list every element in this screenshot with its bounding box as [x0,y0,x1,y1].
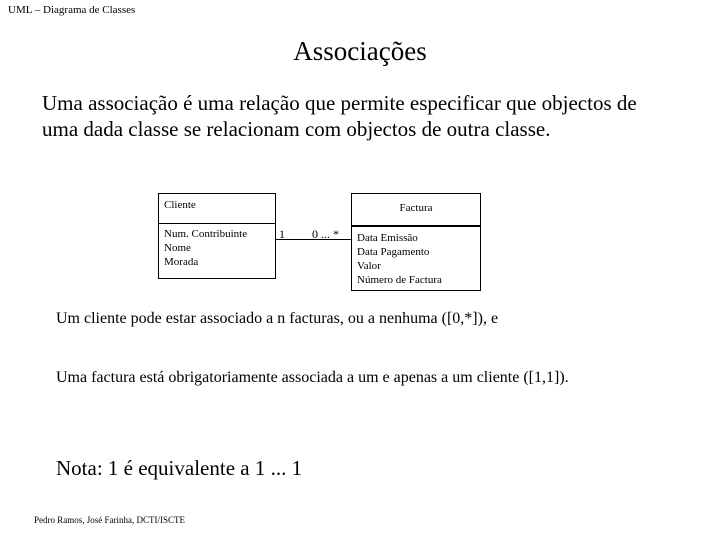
class-name-factura: Factura [352,194,480,227]
attribute-nome: Nome [164,242,191,254]
slide-footer: Pedro Ramos, José Farinha, DCTI/ISCTE [34,515,185,525]
class-attributes-cliente [164,227,272,269]
attribute-num-contribuinte: Num. Contribuinte [164,228,248,240]
slide-header: UML – Diagrama de Classes [8,4,136,16]
multiplicity-factura: 0 ... * [312,227,339,241]
intro-paragraph: Uma associação é uma relação que permite especificar que objectos de uma dada classe se relacionam com objectos de outra classe. [42,91,637,141]
attribute-data-pagamento: Data Pagamento [357,246,430,258]
multiplicity-cliente: 1 [279,227,285,241]
class-box-factura [351,193,481,291]
attribute-data-emissao: Data Emissão [357,232,418,244]
class-attributes-factura [357,231,477,287]
slide-title: Associações [293,36,427,66]
class-name-cliente: Cliente [159,194,275,224]
attribute-valor: Valor [357,260,381,272]
class-box-cliente [158,193,276,279]
paragraph-factura-cliente: Uma factura está obrigatoriamente associada a um e apenas a um cliente ([1,1]). [56,369,569,386]
note-text: Nota: 1 é equivalente a 1 ... 1 [56,456,303,480]
attribute-numero-factura: Número de Factura [357,274,442,286]
paragraph-cliente-facturas: Um cliente pode estar associado a n facturas, ou a nenhuma ([0,*]), e [56,310,499,327]
attribute-morada: Morada [164,256,199,268]
